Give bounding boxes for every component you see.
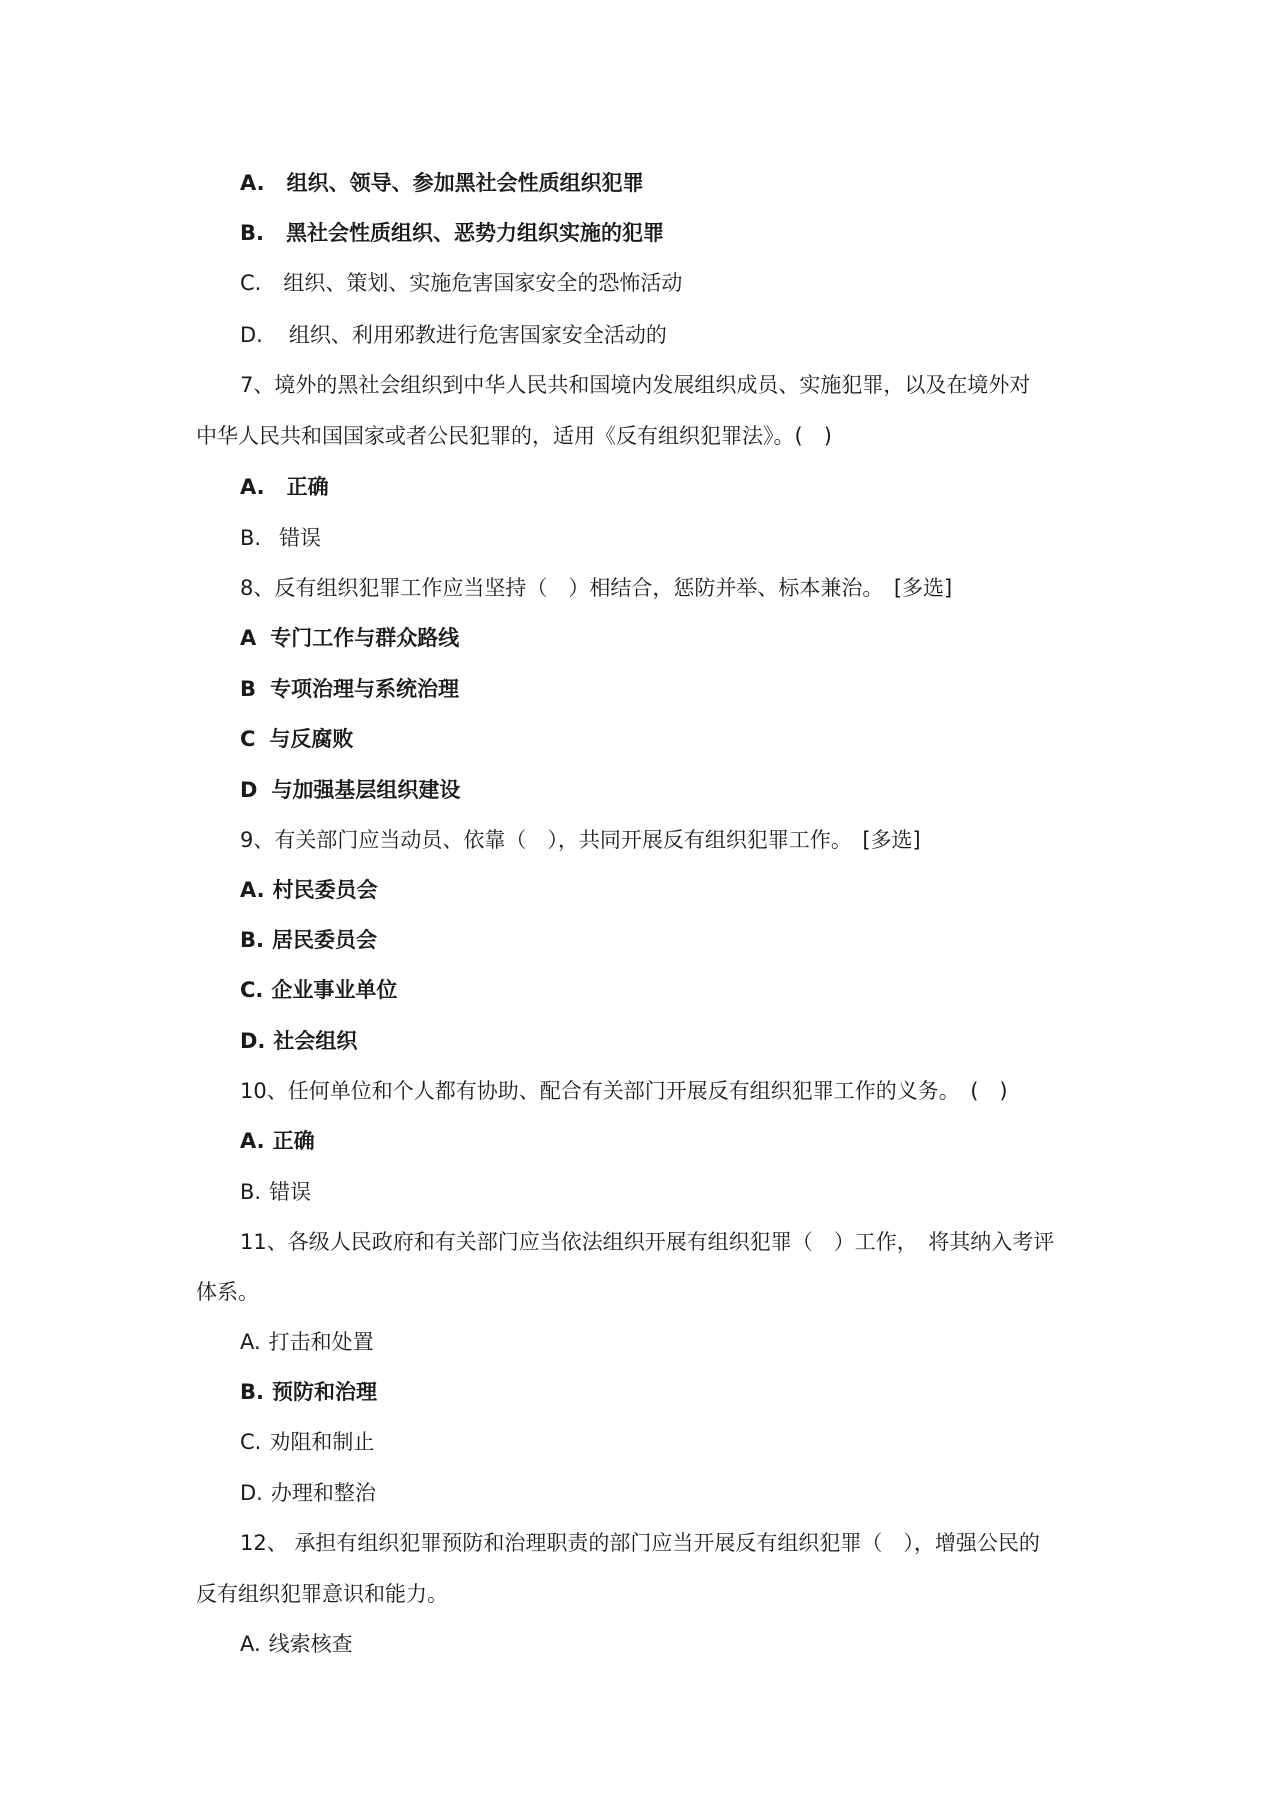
option-letter: B. [240, 1380, 264, 1404]
option-text: 错误 [269, 1180, 312, 1204]
q11-option-b [240, 1378, 377, 1406]
option-letter: D. [240, 1481, 263, 1505]
option-text: 与反腐败 [269, 727, 354, 751]
q6-option-a [240, 169, 644, 197]
option-letter: A. [240, 171, 265, 195]
option-letter: A. [240, 1129, 265, 1153]
option-letter: C. [240, 978, 264, 1002]
q7-text-line1: 7、境外的黑社会组织到中华人民共和国境内发展组织成员、实施犯罪，以及在境外对 [240, 373, 1031, 397]
option-text: 企业事业单位 [271, 978, 398, 1002]
option-text: 村民委员会 [272, 878, 378, 902]
option-text: 组织、利用邪教进行危害国家安全活动的 [288, 323, 667, 347]
option-text: 专项治理与系统治理 [270, 677, 460, 701]
q6-option-d [240, 321, 667, 349]
option-text: 与加强基层组织建设 [271, 778, 461, 802]
q10-option-a [240, 1127, 315, 1155]
q6-option-c [240, 269, 682, 297]
q10-option-b [240, 1178, 311, 1206]
option-letter: D. [240, 1029, 266, 1053]
option-text: 组织、领导、参加黑社会性质组织犯罪 [286, 171, 644, 195]
option-letter: B. [240, 526, 262, 550]
option-letter: C. [240, 1430, 262, 1454]
q9-option-d [240, 1027, 357, 1055]
q9-option-a [240, 876, 378, 904]
option-text: 打击和处置 [268, 1330, 374, 1354]
option-text: 预防和治理 [271, 1380, 377, 1404]
option-letter: B. [240, 928, 264, 952]
option-letter: A. [240, 1330, 261, 1354]
q9-text: 9、有关部门应当动员、依靠（ ），共同开展反有组织犯罪工作。 [多选] [240, 828, 921, 852]
q7-option-a [240, 473, 329, 501]
option-letter: D. [240, 323, 263, 347]
q11-text-line2: 体系。 [196, 1280, 259, 1304]
q10-text: 10、任何单位和个人都有协助、配合有关部门开展反有组织犯罪工作的义务。 ( ) [240, 1079, 1008, 1103]
option-letter: B [240, 677, 257, 701]
option-text: 办理和整治 [270, 1481, 376, 1505]
q8-option-d [240, 776, 460, 804]
q9-option-c [240, 976, 397, 1004]
option-letter: C. [240, 271, 262, 295]
option-text: 专门工作与群众路线 [270, 626, 460, 650]
option-text: 组织、策划、实施危害国家安全的恐怖活动 [283, 271, 683, 295]
q7-text-line2: 中华人民共和国国家或者公民犯罪的，适用《反有组织犯罪法》。( ) [196, 424, 832, 448]
q7-option-b [240, 524, 321, 552]
q12-option-a [240, 1630, 353, 1658]
option-letter: D [240, 778, 258, 802]
q6-option-b [240, 219, 664, 247]
option-text: 正确 [286, 475, 329, 499]
option-letter: B. [240, 221, 264, 245]
q8-option-a [240, 624, 459, 652]
option-text: 黑社会性质组织、恶势力组织实施的犯罪 [285, 221, 664, 245]
q11-option-c [240, 1428, 374, 1456]
option-text: 劝阻和制止 [269, 1430, 375, 1454]
q12-text-line2: 反有组织犯罪意识和能力。 [196, 1582, 448, 1606]
option-letter: A. [240, 475, 265, 499]
q8-option-c [240, 725, 353, 753]
q11-text-line1: 11、各级人民政府和有关部门应当依法组织开展有组织犯罪（ ）工作， 将其纳入考评 [240, 1230, 1055, 1254]
q12-text-line1: 12、 承担有组织犯罪预防和治理职责的部门应当开展反有组织犯罪（ ），增强公民的 [240, 1531, 1040, 1555]
option-text: 社会组织 [273, 1029, 358, 1053]
option-letter: A. [240, 878, 265, 902]
option-text: 错误 [279, 526, 322, 550]
q8-text: 8、反有组织犯罪工作应当坚持（ ）相结合，惩防并举、标本兼治。 [多选] [240, 576, 953, 600]
q11-option-a [240, 1328, 374, 1356]
option-text: 线索核查 [268, 1632, 353, 1656]
option-letter: A. [240, 1632, 261, 1656]
q8-option-b [240, 675, 459, 703]
option-letter: A [240, 626, 257, 650]
option-letter: C [240, 727, 256, 751]
option-letter: B. [240, 1180, 262, 1204]
q11-option-d [240, 1479, 376, 1507]
option-text: 居民委员会 [271, 928, 377, 952]
option-text: 正确 [272, 1129, 315, 1153]
q9-option-b [240, 926, 377, 954]
